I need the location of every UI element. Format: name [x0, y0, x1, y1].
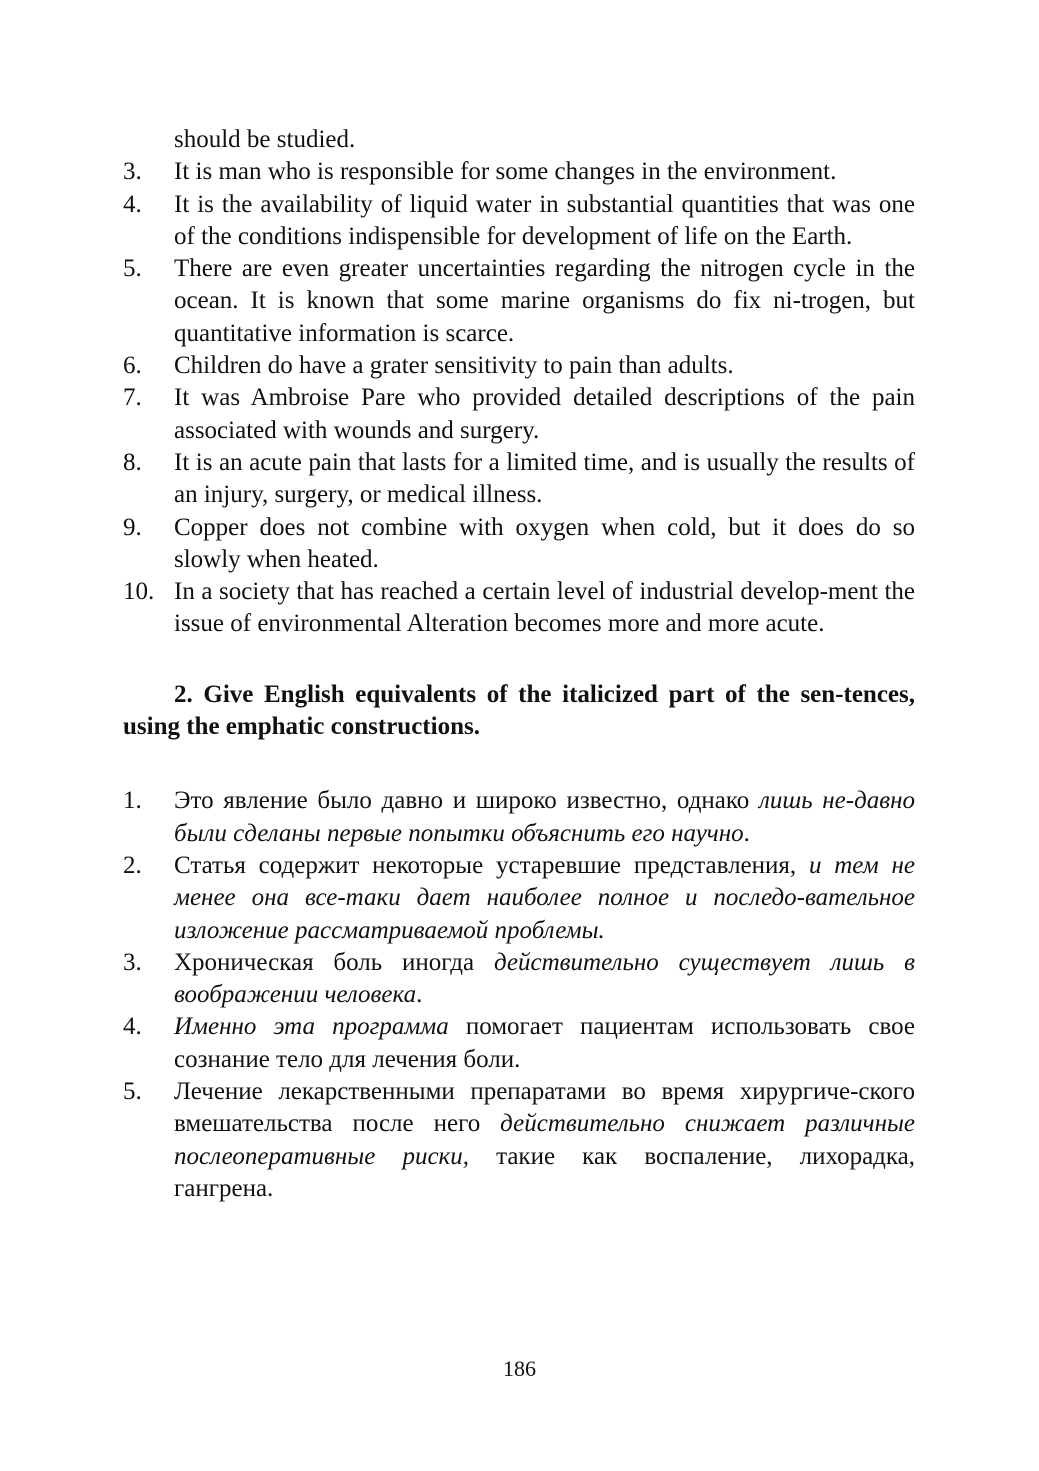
- list-item: [123, 382, 915, 447]
- item-number: 5.: [123, 255, 142, 283]
- russian-sentence-list: [123, 785, 915, 1205]
- page-number: 186: [503, 1356, 536, 1381]
- list-item: [123, 350, 915, 382]
- exercise-heading: 2. Give English equivalents of the italicized part of the sen-tences, using the emphatic constructions.: [123, 680, 915, 741]
- list-item: [123, 156, 915, 188]
- item-number: 10.: [123, 578, 155, 606]
- italic-text: Именно эта программа: [174, 1013, 449, 1041]
- list-item: [123, 1011, 915, 1076]
- item-text: It is an acute pain that lasts for a limited time, and is usually the results of an injury, surgery, or medical illness.: [174, 448, 915, 509]
- item-text: There are even greater uncertainties regarding the nitrogen cycle in the ocean. It is known that some marine organisms do fix ni-trogen, but quantitative information is scarce.: [174, 255, 915, 347]
- item-text: It is man who is responsible for some changes in the environment.: [174, 158, 837, 186]
- item-text: [174, 1011, 915, 1076]
- list-item: [123, 947, 915, 1012]
- plain-text: Это явление было давно и широко известно, однако: [174, 787, 759, 815]
- item-number: 4.: [123, 1013, 142, 1041]
- list-item: [123, 576, 915, 641]
- item-number: 2.: [123, 851, 142, 879]
- list-item: [123, 512, 915, 577]
- plain-text: .: [743, 819, 750, 847]
- english-sentence-list: [123, 156, 915, 640]
- item-text: [174, 947, 915, 1012]
- list-item: [123, 785, 915, 850]
- page-content: [123, 124, 915, 1205]
- italic-text: действительно снижает различные послеоперативные риски,: [174, 1110, 915, 1170]
- item-text: [174, 785, 915, 850]
- italic-text: и тем не менее она все-таки дает наиболее полное и последо-вательное изложение рассматриваемой проблемы.: [174, 851, 916, 944]
- item-text: In a society that has reached a certain level of industrial develop-ment the issue of environmental Alteration becomes more and more acute.: [174, 578, 915, 638]
- list-item: [123, 447, 915, 512]
- plain-text: Статья содержит некоторые устаревшие представления,: [174, 851, 809, 879]
- item-number: 5.: [123, 1078, 142, 1106]
- plain-text: такие как воспаление, лихорадка, гангрена.: [174, 1142, 915, 1202]
- plain-text: Хроническая боль иногда: [174, 948, 494, 976]
- plain-text: помогает пациентам использовать свое сознание тело для лечения боли.: [174, 1013, 915, 1073]
- item-number: 4.: [123, 190, 142, 218]
- italic-text: лишь не-давно были сделаны первые попытки объяснить его научно: [174, 787, 916, 847]
- list-item: [123, 850, 915, 947]
- italic-text: действительно существует лишь в воображении человека: [174, 948, 915, 1009]
- list-item: [123, 253, 915, 350]
- list-item: [123, 189, 915, 254]
- item-number: 3.: [123, 158, 142, 186]
- item-number: 9.: [123, 513, 142, 541]
- item-number: 3.: [123, 948, 142, 976]
- item-number: 1.: [123, 787, 142, 815]
- item-text: It was Ambroise Pare who provided detailed descriptions of the pain associated with wounds and surgery.: [174, 384, 915, 444]
- item-text: [174, 850, 915, 947]
- list-item: [123, 1076, 915, 1205]
- plain-text: .: [416, 981, 423, 1009]
- item-text: It is the availability of liquid water in substantial quantities that was one of the conditions indispensible for development of life on the Earth.: [174, 190, 915, 250]
- item-number: 6.: [123, 352, 142, 380]
- item-text: Copper does not combine with oxygen when cold, but it does do so slowly when heated.: [174, 513, 915, 573]
- item-number: 8.: [123, 448, 142, 476]
- item-text: [174, 1076, 915, 1205]
- plain-text: Лечение лекарственными препаратами во время хирургиче-ского вмешательства после него: [174, 1078, 915, 1138]
- item-text: Children do have a grater sensitivity to pain than adults.: [174, 352, 734, 380]
- continuation-line: should be studied.: [174, 126, 356, 153]
- item-number: 7.: [123, 384, 142, 412]
